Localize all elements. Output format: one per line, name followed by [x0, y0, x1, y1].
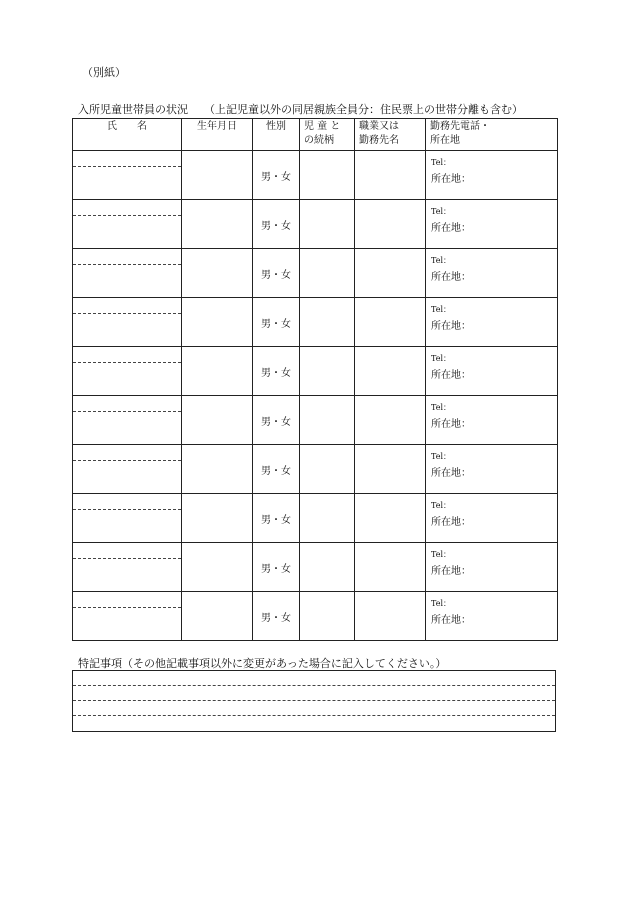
- occupation-field[interactable]: [355, 249, 426, 298]
- table-row: [73, 445, 558, 494]
- gender-field[interactable]: [253, 543, 300, 592]
- address-label: 所在地：: [431, 468, 471, 479]
- gender-options: 男・女: [261, 220, 291, 232]
- table-row: [73, 347, 558, 396]
- relation-field[interactable]: [300, 200, 355, 249]
- furigana-divider: [73, 313, 181, 314]
- relation-field[interactable]: [300, 347, 355, 396]
- address-label: 所在地：: [431, 566, 471, 577]
- member-rows: [73, 151, 558, 641]
- tel-label: Tel：: [431, 550, 452, 559]
- notes-line[interactable]: [73, 716, 555, 731]
- work-contact-field[interactable]: [426, 543, 558, 592]
- gender-options: 男・女: [261, 514, 291, 526]
- section-title-text: 入所児童世帯員の状況: [78, 103, 188, 116]
- work-contact-field[interactable]: [426, 494, 558, 543]
- furigana-divider: [73, 362, 181, 363]
- birthdate-field[interactable]: [182, 200, 253, 249]
- header-work-contact-line2: 所在地: [430, 135, 460, 146]
- birthdate-field[interactable]: [182, 592, 253, 641]
- birthdate-field[interactable]: [182, 494, 253, 543]
- gender-options: 男・女: [261, 269, 291, 281]
- gender-options: 男・女: [261, 416, 291, 428]
- birthdate-field[interactable]: [182, 396, 253, 445]
- address-label: 所在地：: [431, 174, 471, 185]
- birthdate-field[interactable]: [182, 543, 253, 592]
- occupation-field[interactable]: [355, 396, 426, 445]
- tel-label: Tel：: [431, 158, 452, 167]
- tel-label: Tel：: [431, 452, 452, 461]
- gender-field[interactable]: [253, 494, 300, 543]
- gender-field[interactable]: [253, 200, 300, 249]
- work-contact-field[interactable]: [426, 298, 558, 347]
- address-label: 所在地：: [431, 419, 471, 430]
- table-row: [73, 543, 558, 592]
- gender-field[interactable]: [253, 396, 300, 445]
- address-label: 所在地：: [431, 370, 471, 381]
- occupation-field[interactable]: [355, 151, 426, 200]
- gender-options: 男・女: [261, 465, 291, 477]
- birthdate-field[interactable]: [182, 249, 253, 298]
- gender-field[interactable]: [253, 445, 300, 494]
- birthdate-field[interactable]: [182, 151, 253, 200]
- header-work-contact-line1: 勤務先電話・: [430, 121, 490, 132]
- table-row: [73, 151, 558, 200]
- furigana-divider: [73, 509, 181, 510]
- furigana-divider: [73, 166, 181, 167]
- name-field[interactable]: [73, 298, 182, 347]
- name-field[interactable]: [73, 200, 182, 249]
- gender-options: 男・女: [261, 318, 291, 330]
- name-field[interactable]: [73, 445, 182, 494]
- relation-field[interactable]: [300, 494, 355, 543]
- tel-label: Tel：: [431, 207, 452, 216]
- work-contact-field[interactable]: [426, 592, 558, 641]
- furigana-divider: [73, 411, 181, 412]
- table-row: [73, 200, 558, 249]
- work-contact-field[interactable]: [426, 249, 558, 298]
- gender-field[interactable]: [253, 249, 300, 298]
- address-label: 所在地：: [431, 223, 471, 234]
- furigana-divider: [73, 460, 181, 461]
- table-row: [73, 298, 558, 347]
- birthdate-field[interactable]: [182, 347, 253, 396]
- gender-options: 男・女: [261, 367, 291, 379]
- header-gender: 性別: [253, 119, 300, 151]
- birthdate-field[interactable]: [182, 445, 253, 494]
- gender-field[interactable]: [253, 592, 300, 641]
- section-note: （上記児童以外の同居親族全員分：住民票上の世帯分離も含む）: [204, 103, 523, 116]
- relation-field[interactable]: [300, 249, 355, 298]
- address-label: 所在地：: [431, 517, 471, 528]
- address-label: 所在地：: [431, 272, 471, 283]
- notes-line[interactable]: [73, 686, 555, 701]
- tel-label: Tel：: [431, 403, 452, 412]
- work-contact-field[interactable]: [426, 396, 558, 445]
- special-notes-box[interactable]: [72, 670, 556, 732]
- furigana-divider: [73, 607, 181, 608]
- furigana-divider: [73, 264, 181, 265]
- tel-label: Tel：: [431, 354, 452, 363]
- work-contact-field[interactable]: [426, 445, 558, 494]
- relation-field[interactable]: [300, 151, 355, 200]
- table-header-row: [73, 119, 558, 151]
- name-field[interactable]: [73, 249, 182, 298]
- name-field[interactable]: [73, 543, 182, 592]
- page-label: （別紙）: [82, 66, 126, 79]
- name-field[interactable]: [73, 347, 182, 396]
- gender-options: 男・女: [261, 171, 291, 183]
- occupation-field[interactable]: [355, 298, 426, 347]
- gender-options: 男・女: [261, 612, 291, 624]
- notes-line[interactable]: [73, 671, 555, 686]
- table-row: [73, 396, 558, 445]
- tel-label: Tel：: [431, 256, 452, 265]
- name-field[interactable]: [73, 396, 182, 445]
- header-work-contact: [426, 119, 558, 151]
- notes-line[interactable]: [73, 701, 555, 716]
- furigana-divider: [73, 215, 181, 216]
- relation-field[interactable]: [300, 445, 355, 494]
- work-contact-field[interactable]: [426, 347, 558, 396]
- header-relation: [300, 119, 355, 151]
- tel-label: Tel：: [431, 501, 452, 510]
- work-contact-field[interactable]: [426, 151, 558, 200]
- table-row: [73, 592, 558, 641]
- relation-field[interactable]: [300, 396, 355, 445]
- address-label: 所在地：: [431, 321, 471, 332]
- occupation-field[interactable]: [355, 347, 426, 396]
- table-row: [73, 249, 558, 298]
- occupation-field[interactable]: [355, 592, 426, 641]
- header-name: 氏 名: [73, 119, 182, 151]
- header-occupation: [355, 119, 426, 151]
- household-members-table: [72, 118, 558, 641]
- header-relation-line1: 児 童 と: [304, 121, 341, 132]
- tel-label: Tel：: [431, 599, 452, 608]
- relation-field[interactable]: [300, 543, 355, 592]
- header-occupation-line1: 職業又は: [359, 121, 399, 132]
- relation-field[interactable]: [300, 298, 355, 347]
- gender-options: 男・女: [261, 563, 291, 575]
- birthdate-field[interactable]: [182, 298, 253, 347]
- header-relation-line2: の続柄: [304, 135, 334, 146]
- name-field[interactable]: [73, 151, 182, 200]
- gender-field[interactable]: [253, 298, 300, 347]
- tel-label: Tel：: [431, 305, 452, 314]
- address-label: 所在地：: [431, 615, 471, 626]
- occupation-field[interactable]: [355, 445, 426, 494]
- name-field[interactable]: [73, 494, 182, 543]
- work-contact-field[interactable]: [426, 200, 558, 249]
- special-notes-title: 特記事項（その他記載事項以外に変更があった場合に記入してください。）: [78, 657, 447, 670]
- header-occupation-line2: 勤務先名: [359, 135, 399, 146]
- relation-field[interactable]: [300, 592, 355, 641]
- occupation-field[interactable]: [355, 494, 426, 543]
- gender-field[interactable]: [253, 151, 300, 200]
- header-birthdate: 生年月日: [182, 119, 253, 151]
- occupation-field[interactable]: [355, 543, 426, 592]
- furigana-divider: [73, 558, 181, 559]
- table-row: [73, 494, 558, 543]
- name-field[interactable]: [73, 592, 182, 641]
- section-title: [78, 101, 523, 117]
- gender-field[interactable]: [253, 347, 300, 396]
- occupation-field[interactable]: [355, 200, 426, 249]
